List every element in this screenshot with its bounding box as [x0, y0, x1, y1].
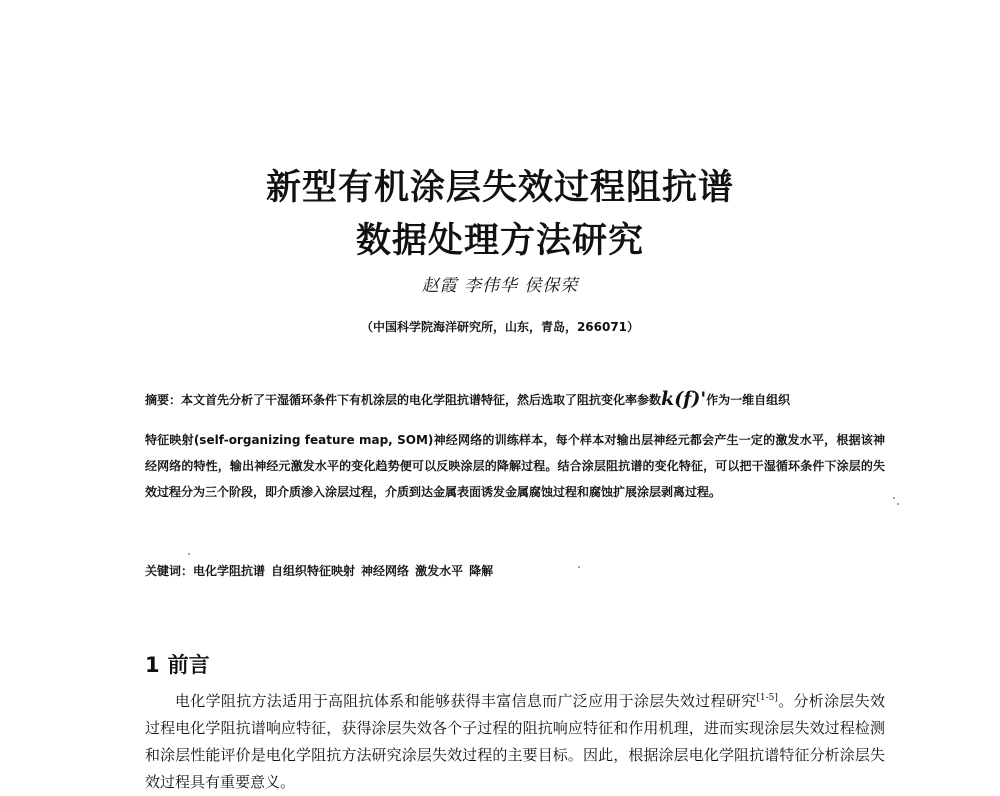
abstract	[145, 386, 885, 505]
abstract-formula: k(f)'	[661, 388, 707, 410]
abstract-text-after-formula: 作为一维自组织	[706, 393, 791, 407]
title-line-1: 新型有机涂层失效过程阻抗谱	[265, 168, 734, 208]
affiliation: （中国科学院海洋研究所，山东，青岛，266071）	[360, 320, 640, 334]
citation: [1-5]	[756, 693, 778, 703]
abstract-first-line	[145, 386, 885, 413]
section-heading	[145, 649, 210, 679]
keywords-label: 关键词：	[145, 564, 194, 578]
keywords	[145, 562, 885, 579]
body-text: 电化学阻抗方法适用于高阻抗体系和能够获得丰富信息而广泛应用于涂层失效过程研究	[175, 692, 757, 710]
keyword-item: 激发水平	[415, 564, 464, 578]
keyword-item: 降解	[469, 564, 494, 578]
scan-speck	[188, 553, 190, 555]
scan-speck	[893, 497, 895, 499]
section-number: 1	[145, 653, 160, 677]
section-title: 前言	[167, 653, 210, 677]
keyword-item: 神经网络	[361, 564, 410, 578]
authors: 赵霞 李伟华 侯保荣	[421, 276, 579, 296]
abstract-label: 摘要：	[145, 393, 182, 407]
scan-speck	[578, 566, 580, 568]
scan-speck	[897, 503, 899, 505]
body-paragraph	[145, 688, 885, 796]
abstract-continuation: 特征映射(self-organizing feature map, SOM)神经网络的训练样本，每个样本对输出层神经元都会产生一定的激发水平，根据该神经网络的特性，输出神经元激发水平的变化趋势便可以反映涂层的降解过程。结合涂层阻抗谱的变化特征，可以把干湿循环条件下涂层的失效过程分为三个阶段，即介质渗入涂层过程，介质到达金属表面诱发金属腐蚀过程和腐蚀扩展涂层剥离过程。	[145, 433, 885, 499]
title-line-2: 数据处理方法研究	[355, 221, 644, 261]
keyword-item: 电化学阻抗谱	[193, 564, 266, 578]
abstract-text-before-formula: 本文首先分析了干湿循环条件下有机涂层的电化学阻抗谱特征，然后选取了阻抗变化率参数	[181, 393, 662, 407]
body-text-after: 。分析涂层失效过程电化学阻抗谱响应特征，获得涂层失效各个子过程的阻抗响应特征和作用机理，进而实现涂层失效过程检测和涂层性能评价是电化学阻抗方法研究涂层失效过程的主要目标。因此，根据涂层电化学阻抗谱特征分析涂层失效过程具有重要意义。	[145, 692, 885, 791]
keyword-item: 自组织特征映射	[271, 564, 356, 578]
